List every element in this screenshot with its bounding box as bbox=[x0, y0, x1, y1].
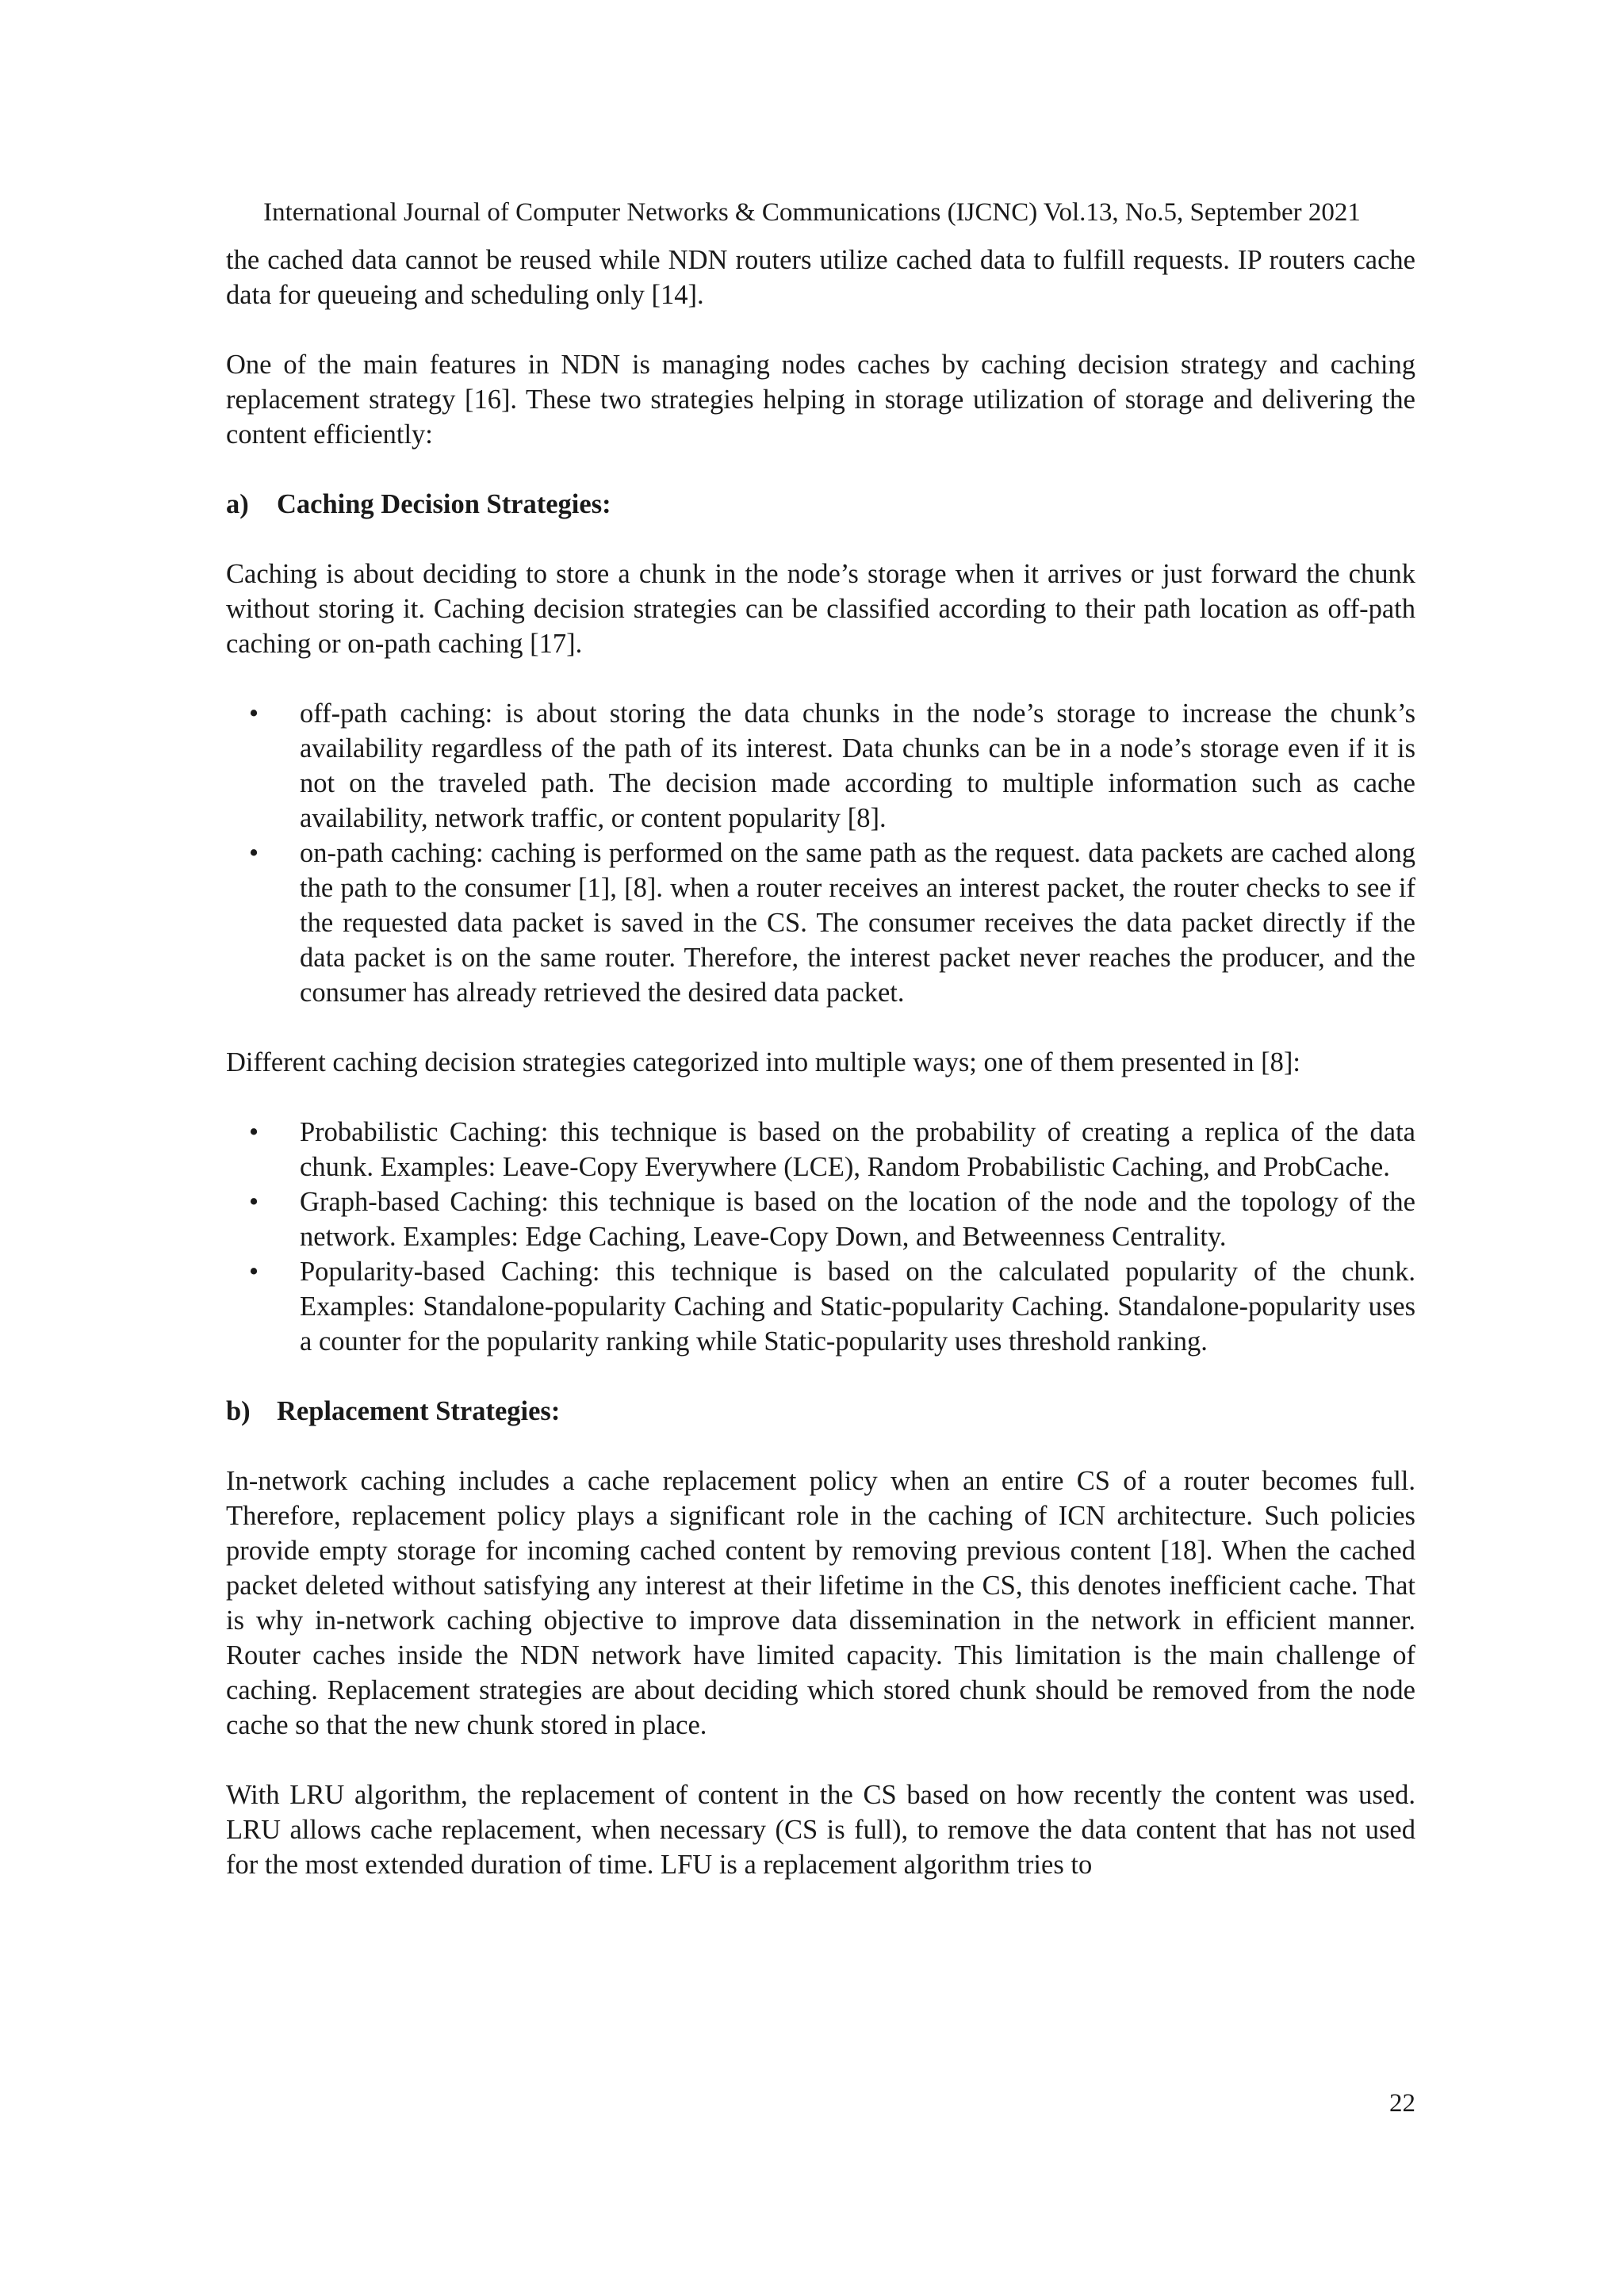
list-item bbox=[249, 836, 1415, 1010]
paragraph: Different caching decision strategies categorized into multiple ways; one of them presented in [8]: bbox=[226, 1047, 1300, 1077]
paragraph: In-network caching includes a cache replacement policy when an entire CS of a router becomes full. Therefore, replacement policy plays a significant role in the caching of ICN architecture. Such policies provide empty storage for incoming cached content by removing previous content [18]. When the cached packet deleted without satisfying any interest at their lifetime in the CS, this denotes inefficient cache. That is why in-network caching objective to improve data dissemination in the network in efficient manner. Router caches inside the NDN network have limited capacity. This limitation is the main challenge of caching. Replacement strategies are about deciding which stored chunk should be removed from the node cache so that the new chunk stored in place. bbox=[226, 1466, 1415, 1740]
section-label: a) bbox=[226, 489, 249, 519]
section-label: b) bbox=[226, 1396, 251, 1426]
page-body bbox=[226, 243, 1415, 1917]
list-item bbox=[249, 1184, 1415, 1254]
section-title: Replacement Strategies: bbox=[277, 1396, 561, 1426]
bullet-icon: • bbox=[249, 1257, 259, 1287]
list-item-text: Probabilistic Caching: this technique is based on the probability of creating a replica of the data chunk. Examples: Leave-Copy Everywhere (LCE), Random Probabilistic Caching, and ProbCache. bbox=[300, 1117, 1415, 1182]
bullet-list-categories bbox=[226, 1115, 1415, 1359]
list-item-text: on-path caching: caching is performed on the same path as the request. data packets are cached along the path to the consumer [1], [8]. when a router receives an interest packet, the router checks to see if the requested data packet is saved in the CS. The consumer receives the data packet directly if the data packet is on the same router. Therefore, the interest packet never reaches the producer, and the consumer has already retrieved the desired data packet. bbox=[300, 838, 1415, 1008]
list-item-text: Popularity-based Caching: this technique is based on the calculated popularity of the chunk. Examples: Standalone-popularity Caching and Static-popularity Caching. Standalone-popularity uses a counter for the popularity ranking while Static-popularity uses threshold ranking. bbox=[300, 1257, 1415, 1357]
list-item-text: Graph-based Caching: this technique is based on the location of the node and the topology of the network. Examples: Edge Caching, Leave-Copy Down, and Betweenness Centrality. bbox=[300, 1187, 1415, 1252]
list-item-text: off-path caching: is about storing the data chunks in the node’s storage to increase the chunk’s availability regardless of the path of its interest. Data chunks can be in a node’s storage even if it is not on the traveled path. The decision made according to multiple information such as cache availability, network traffic, or content popularity [8]. bbox=[300, 698, 1415, 833]
bullet-icon: • bbox=[249, 698, 259, 729]
bullet-icon: • bbox=[249, 838, 259, 868]
paragraph: the cached data cannot be reused while NDN routers utilize cached data to fulfill requests. IP routers cache data for queueing and scheduling only [14]. bbox=[226, 245, 1415, 310]
list-item bbox=[249, 696, 1415, 836]
section-heading-a bbox=[226, 487, 1415, 522]
bullet-list-path bbox=[226, 696, 1415, 1010]
paragraph: One of the main features in NDN is managing nodes caches by caching decision strategy and caching replacement strategy [16]. These two strategies helping in storage utilization of storage and delivering the content efficiently: bbox=[226, 350, 1415, 450]
paragraph: With LRU algorithm, the replacement of content in the CS based on how recently the content was used. LRU allows cache replacement, when necessary (CS is full), to remove the data content that has not used for the most extended duration of time. LFU is a replacement algorithm tries to bbox=[226, 1780, 1415, 1880]
bullet-icon: • bbox=[249, 1187, 259, 1217]
page-number: 22 bbox=[1389, 2089, 1415, 2118]
bullet-icon: • bbox=[249, 1117, 259, 1147]
section-heading-b bbox=[226, 1394, 1415, 1429]
running-header: International Journal of Computer Networks & Communications (IJCNC) Vol.13, No.5, September 2021 bbox=[263, 198, 1361, 227]
list-item bbox=[249, 1254, 1415, 1359]
paragraph: Caching is about deciding to store a chunk in the node’s storage when it arrives or just forward the chunk without storing it. Caching decision strategies can be classified according to their path location as off-path caching or on-path caching [17]. bbox=[226, 559, 1415, 659]
section-title: Caching Decision Strategies: bbox=[277, 489, 611, 519]
list-item bbox=[249, 1115, 1415, 1184]
